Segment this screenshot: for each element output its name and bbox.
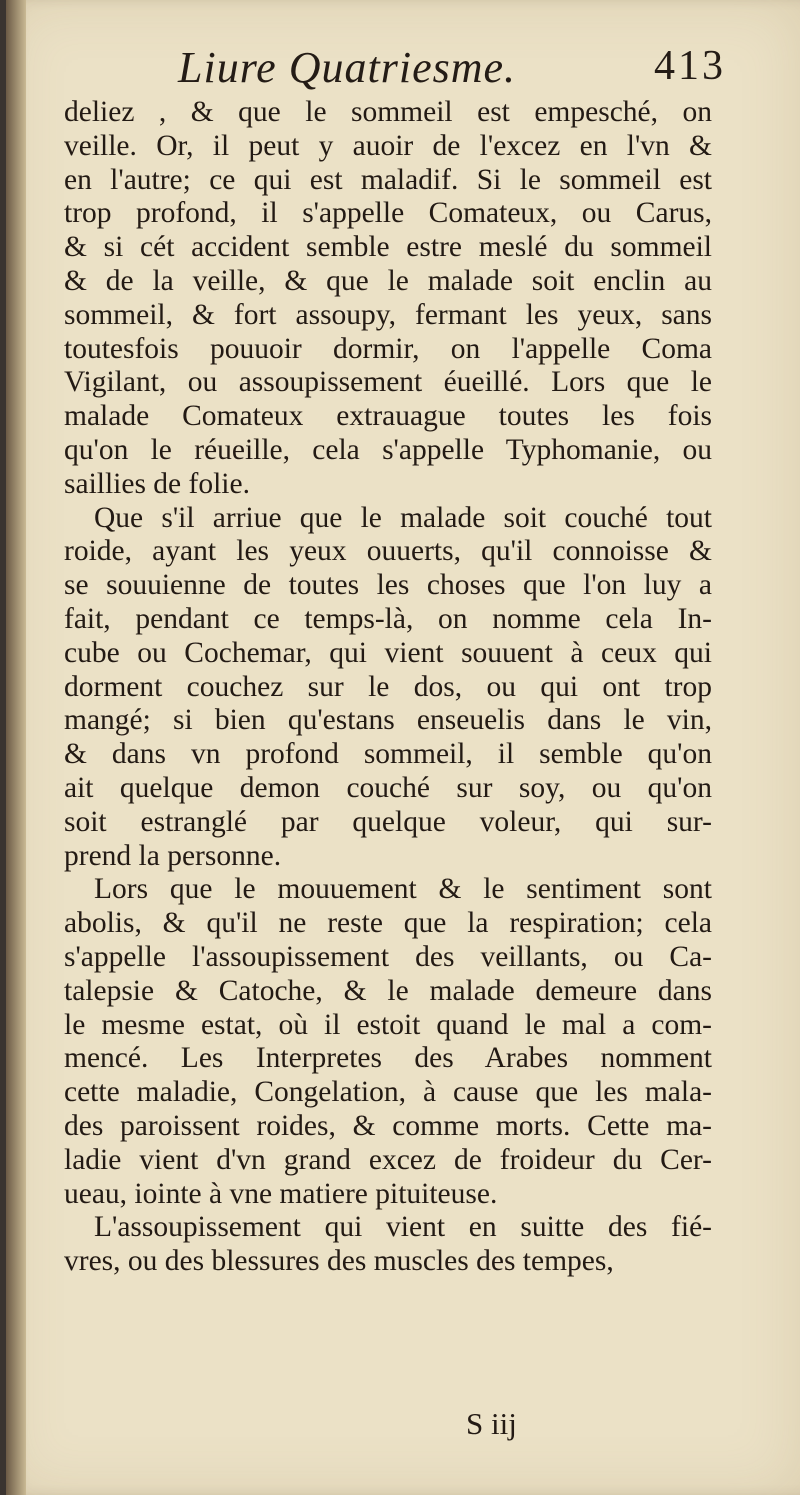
book-page xyxy=(6,0,800,1495)
text-line: L'assoupissement qui vient en suitte des fié- xyxy=(94,1211,712,1244)
text-line: qu'on le réueille, cela s'appelle Typhomanie, ou xyxy=(64,433,712,466)
text-line: toutesfois pouuoir dormir, on l'appelle Coma xyxy=(64,332,712,365)
text-line: & de la veille, & que le malade soit enclin au xyxy=(64,264,712,297)
text-line: sommeil, & fort assoupy, fermant les yeux, sans xyxy=(64,298,712,331)
text-line: Vigilant, ou assoupissement éueillé. Lors que le xyxy=(64,366,712,399)
text-line: fait, pendant ce temps-là, on nomme cela In- xyxy=(64,602,712,635)
text-line: talepsie & Catoche, & le malade demeure dans xyxy=(64,974,712,1007)
paragraph xyxy=(64,502,712,874)
signature-mark: S iij xyxy=(466,1406,517,1441)
text-line: saillies de folie. xyxy=(64,467,250,500)
text-line: abolis, & qu'il ne reste que la respiration; cela xyxy=(64,907,712,940)
text-line: ueau, iointe à vne matiere pituiteuse. xyxy=(64,1177,498,1210)
text-line: malade Comateux extrauague toutes les fois xyxy=(64,400,712,433)
running-head: Liure Quatriesme. xyxy=(178,43,517,92)
text-line: deliez , & que le sommeil est empesché, on xyxy=(64,96,712,128)
text-line: veille. Or, il peut y auoir de l'excez en l'vn & xyxy=(64,129,712,162)
text-line: ladie vient d'vn grand excez de froideur du Cer- xyxy=(64,1143,712,1176)
body-text xyxy=(64,96,712,1279)
paragraph xyxy=(64,873,712,1211)
text-line: se souuienne de toutes les choses que l'on luy a xyxy=(64,569,712,602)
paragraph xyxy=(64,96,712,502)
page-header xyxy=(66,42,726,102)
binding-gutter xyxy=(6,0,26,1495)
text-line: vres, ou des blessures des muscles des tempes, xyxy=(64,1245,614,1278)
text-line: cube ou Cochemar, qui vient souuent à ceux qui xyxy=(64,636,712,669)
text-line: ait quelque demon couché sur soy, ou qu'on xyxy=(64,771,712,804)
text-line: Lors que le mouuement & le sentiment sont xyxy=(94,873,712,906)
text-line: s'appelle l'assoupissement des veillants, ou Ca- xyxy=(64,940,712,973)
paragraph xyxy=(64,1211,712,1279)
text-line: roide, ayant les yeux ouuerts, qu'il connoisse & xyxy=(64,535,712,568)
page-number: 413 xyxy=(654,43,726,89)
text-line: soit estranglé par quelque voleur, qui sur- xyxy=(64,805,712,838)
text-line: Que s'il arriue que le malade soit couché tout xyxy=(94,501,712,534)
text-line: le mesme estat, où il estoit quand le mal a com- xyxy=(64,1008,712,1041)
text-line: trop profond, il s'appelle Comateux, ou Carus, xyxy=(64,197,712,230)
text-line: cette maladie, Congelation, à cause que les mala- xyxy=(64,1076,712,1109)
text-line: prend la personne. xyxy=(64,839,282,872)
text-line: & si cét accident semble estre meslé du sommeil xyxy=(64,231,712,264)
text-line: mangé; si bien qu'estans enseuelis dans le vin, xyxy=(64,704,712,737)
text-line: mencé. Les Interpretes des Arabes nomment xyxy=(64,1042,712,1075)
text-line: dorment couchez sur le dos, ou qui ont trop xyxy=(64,670,712,703)
text-line: des paroissent roides, & comme morts. Cette ma- xyxy=(64,1109,712,1142)
text-line: & dans vn profond sommeil, il semble qu'on xyxy=(64,738,712,771)
text-line: en l'autre; ce qui est maladif. Si le sommeil est xyxy=(64,163,712,196)
